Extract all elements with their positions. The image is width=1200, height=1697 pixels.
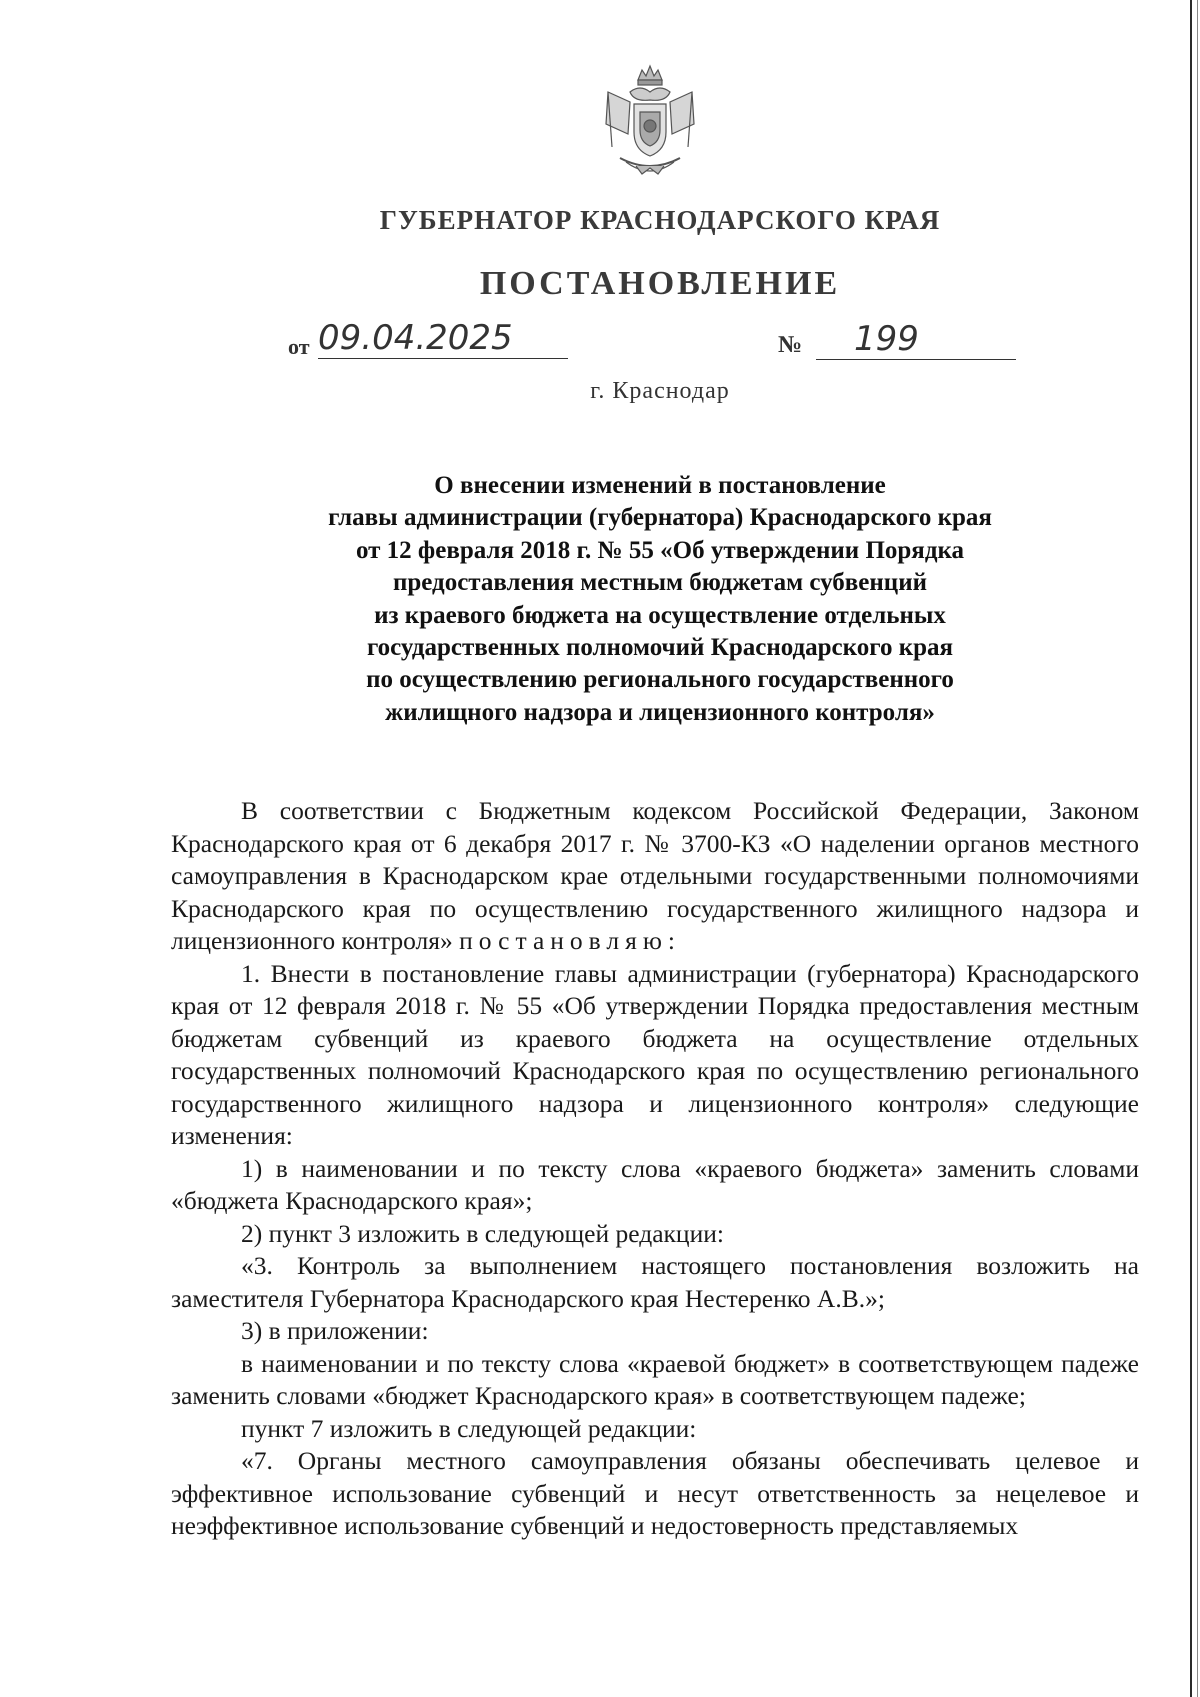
scan-edge-line-secondary (1197, 0, 1198, 1697)
date-number-row (288, 318, 1018, 366)
body-paragraph: «7. Органы местного самоуправления обязаны обеспечивать целевое и эффективное использование субвенций и несут ответственность за нецелевое и неэффективное использование субвенций и недостоверность представляемых (171, 1446, 1139, 1540)
coat-of-arms-emblem (600, 62, 700, 184)
body-paragraph: 1. Внести в постановление главы администрации (губернатора) Краснодарского края от 12 февраля 2018 г. № 55 «Об утверждении Порядка предоставления местным бюджетам субвенций из краевого бюджета на осуществление отдельных государственных полномочий Краснодарского края по осуществлению регионального государственного жилищного надзора и лицензионного контроля» следующие изменения: (171, 958, 1139, 1150)
body-paragraph: в наименовании и по тексту слова «краевой бюджет» в соответствующем падеже заменить словами «бюджет Краснодарского края» в соответствующем падеже; (171, 1348, 1139, 1410)
document-body (171, 795, 1139, 1543)
title-line: от 12 февраля 2018 г. № 55 «Об утверждении Порядка (355, 536, 965, 564)
date-prefix: от (288, 334, 310, 359)
document-type: ПОСТАНОВЛЕНИЕ (479, 265, 841, 302)
title-line: главы администрации (губернатора) Краснодарского края (328, 504, 992, 532)
resolution-word: постановляю: (459, 926, 681, 955)
body-paragraph: 2) пункт 3 изложить в следующей редакции: (241, 1218, 724, 1248)
document-date: 09.04.2025 (318, 318, 568, 359)
scan-edge-line (1190, 0, 1192, 1697)
document-number: 199 (816, 318, 1016, 360)
body-paragraph: 1) в наименовании и по тексту слова «краевого бюджета» заменить словами «бюджета Краснодарского края»; (171, 1153, 1139, 1215)
preamble-text: В соответствии с Бюджетным кодексом Российской Федерации, Законом Краснодарского края от 6 декабря 2017 г. № 3700-КЗ «О наделении органов местного самоуправления в Краснодарском крае отдельными государственными полномочиями Краснодарского края по осуществлению государственного жилищного надзора и лицензионного контроля» (171, 796, 1139, 955)
title-line: предоставления местным бюджетам субвенций (392, 569, 928, 597)
title-line: из краевого бюджета на осуществление отдельных (374, 601, 946, 629)
issuing-authority: ГУБЕРНАТОР КРАСНОДАРСКОГО КРАЯ (379, 205, 941, 235)
body-paragraph: пункт 7 изложить в следующей редакции: (241, 1413, 697, 1443)
issuing-city: г. Краснодар (590, 378, 730, 404)
number-prefix: № (778, 332, 803, 358)
body-paragraph: 3) в приложении: (241, 1316, 429, 1345)
preamble-paragraph (171, 795, 1139, 958)
title-line: государственных полномочий Краснодарского края (366, 634, 954, 662)
title-line: по осуществлению регионального государственного (366, 666, 954, 694)
body-paragraph: «3. Контроль за выполнением настоящего постановления возложить на заместителя Губернатора Краснодарского края Нестеренко А.В.»; (171, 1251, 1139, 1313)
title-line: жилищного надзора и лицензионного контроля» (385, 698, 935, 726)
title-line: О внесении изменений в постановление (434, 472, 886, 499)
document-title (230, 470, 1090, 729)
